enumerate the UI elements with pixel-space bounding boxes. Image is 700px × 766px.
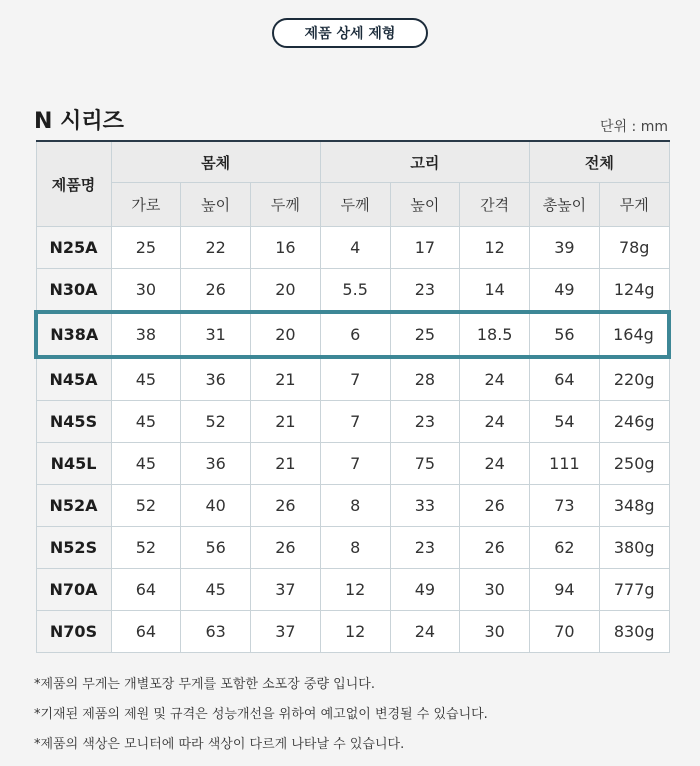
sub-header: 두께 [251,183,321,227]
table-cell: 7 [320,357,390,401]
table-cell: 40 [181,485,251,527]
sub-header: 총높이 [530,183,600,227]
table-cell: 24 [460,401,530,443]
model-name-cell: N70S [36,611,111,653]
sub-header: 간격 [460,183,530,227]
table-cell: 23 [390,401,460,443]
table-cell: 8 [320,527,390,569]
table-cell: 64 [111,569,181,611]
table-cell: 26 [251,527,321,569]
table-cell: 45 [111,443,181,485]
table-row [36,527,669,569]
table-cell: 30 [460,611,530,653]
table-cell: 250g [599,443,669,485]
table-cell: 37 [251,611,321,653]
table-row [36,401,669,443]
table-cell: 63 [181,611,251,653]
section-badge [272,18,428,48]
table-cell: 21 [251,443,321,485]
sub-header: 두께 [320,183,390,227]
table-cell: 26 [460,485,530,527]
table-cell: 777g [599,569,669,611]
model-name-cell: N45L [36,443,111,485]
model-name-cell: N30A [36,269,111,313]
table-row [36,269,669,313]
table-cell: 26 [181,269,251,313]
table-cell: 124g [599,269,669,313]
group-header-ring: 고리 [320,141,529,183]
model-name-cell: N25A [36,227,111,269]
table-cell: 6 [320,312,390,357]
table-cell: 21 [251,357,321,401]
table-cell: 380g [599,527,669,569]
table-cell: 348g [599,485,669,527]
table-cell: 26 [460,527,530,569]
group-header-row [36,141,669,183]
table-cell: 62 [530,527,600,569]
table-cell: 33 [390,485,460,527]
table-row [36,611,669,653]
table-row [36,443,669,485]
table-cell: 45 [181,569,251,611]
model-name-cell: N52A [36,485,111,527]
note-line: *제품의 색상은 모니터에 따라 색상이 다르게 나타날 수 있습니다. [34,737,405,752]
table-cell: 28 [390,357,460,401]
table-cell: 12 [320,569,390,611]
table-cell: 45 [111,357,181,401]
model-name-cell: N45S [36,401,111,443]
table-cell: 8 [320,485,390,527]
table-cell: 5.5 [320,269,390,313]
spec-table [34,140,671,653]
table-cell: 17 [390,227,460,269]
table-cell: 14 [460,269,530,313]
table-cell: 75 [390,443,460,485]
table-cell: 73 [530,485,600,527]
table-row [36,357,669,401]
table-cell: 164g [599,312,669,357]
table-cell: 7 [320,401,390,443]
table-cell: 12 [320,611,390,653]
table-cell: 830g [599,611,669,653]
table-row [36,569,669,611]
sub-header: 무게 [599,183,669,227]
note-line: *기재된 제품의 제원 및 규격은 성능개선을 위하여 예고없이 변경될 수 있습니다. [34,707,488,722]
series-title: N 시리즈 [34,109,124,134]
table-cell: 78g [599,227,669,269]
model-column-header: 제품명 [36,141,111,227]
table-cell: 7 [320,443,390,485]
table-cell: 21 [251,401,321,443]
note-line: *제품의 무게는 개별포장 무게를 포함한 소포장 중량 입니다. [34,677,375,692]
table-cell: 37 [251,569,321,611]
table-cell: 36 [181,443,251,485]
table-row [36,312,669,357]
table-cell: 56 [181,527,251,569]
table-cell: 64 [111,611,181,653]
table-cell: 4 [320,227,390,269]
table-cell: 94 [530,569,600,611]
table-cell: 25 [390,312,460,357]
table-cell: 20 [251,312,321,357]
table-cell: 39 [530,227,600,269]
spec-table-body [36,227,669,653]
sub-header-row [36,183,669,227]
table-cell: 30 [460,569,530,611]
table-cell: 70 [530,611,600,653]
table-cell: 36 [181,357,251,401]
table-cell: 31 [181,312,251,357]
table-cell: 111 [530,443,600,485]
table-row [36,485,669,527]
table-cell: 64 [530,357,600,401]
table-cell: 23 [390,527,460,569]
table-cell: 52 [181,401,251,443]
table-cell: 246g [599,401,669,443]
group-header-total: 전체 [530,141,670,183]
sub-header: 높이 [181,183,251,227]
table-cell: 54 [530,401,600,443]
sub-header: 높이 [390,183,460,227]
table-row [36,227,669,269]
table-cell: 49 [530,269,600,313]
table-cell: 24 [460,357,530,401]
table-cell: 26 [251,485,321,527]
model-name-cell: N45A [36,357,111,401]
group-header-body: 몸체 [111,141,320,183]
model-name-cell: N38A [36,312,111,357]
sub-header: 가로 [111,183,181,227]
table-cell: 18.5 [460,312,530,357]
table-cell: 22 [181,227,251,269]
table-cell: 12 [460,227,530,269]
table-cell: 56 [530,312,600,357]
table-cell: 24 [460,443,530,485]
table-cell: 24 [390,611,460,653]
table-cell: 30 [111,269,181,313]
table-cell: 52 [111,485,181,527]
model-name-cell: N70A [36,569,111,611]
table-cell: 220g [599,357,669,401]
table-cell: 20 [251,269,321,313]
table-cell: 23 [390,269,460,313]
model-name-cell: N52S [36,527,111,569]
unit-label: 단위 : mm [600,119,668,135]
table-cell: 25 [111,227,181,269]
table-cell: 45 [111,401,181,443]
section-badge-label: 제품 상세 제형 [304,26,396,42]
table-cell: 38 [111,312,181,357]
table-cell: 16 [251,227,321,269]
notes [34,676,488,766]
table-cell: 52 [111,527,181,569]
table-cell: 49 [390,569,460,611]
